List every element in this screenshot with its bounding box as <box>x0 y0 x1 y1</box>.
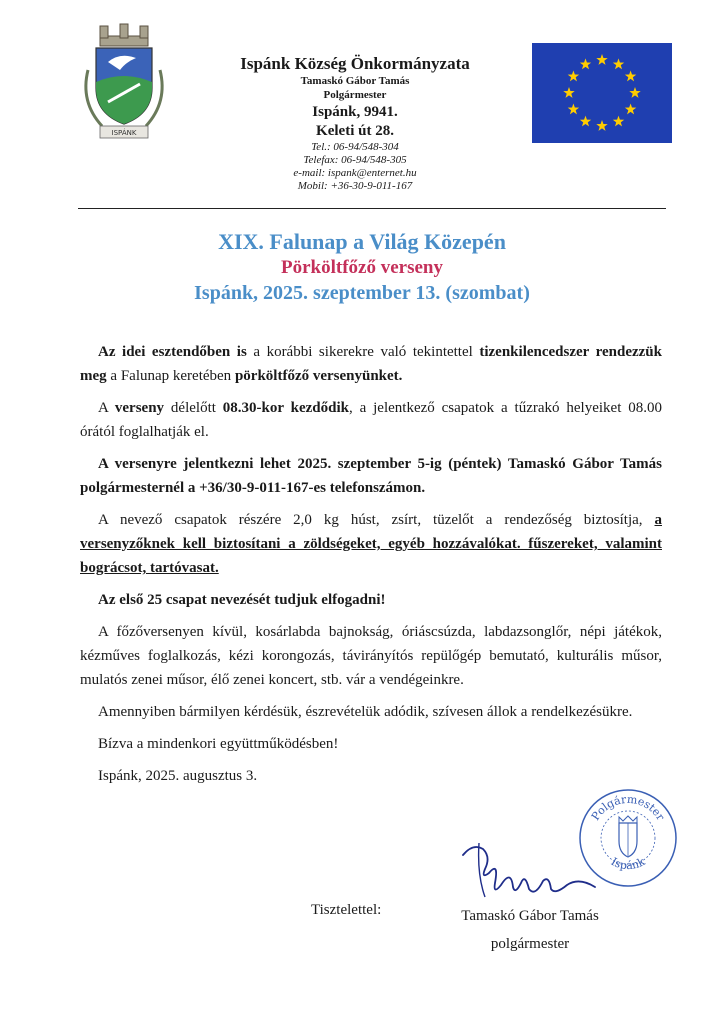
svg-text:Ispánk: Ispánk <box>608 855 648 873</box>
svg-text:ISPÁNK: ISPÁNK <box>111 129 137 137</box>
letterhead <box>205 54 505 193</box>
city-line: Ispánk, 9941. <box>312 104 398 120</box>
svg-text:Polgármester: Polgármester <box>588 792 668 823</box>
email-line: e-mail: ispank@enternet.hu <box>293 167 417 179</box>
signatory <box>450 902 610 958</box>
contest-title: Pörköltfőző verseny <box>281 257 443 278</box>
letter-body <box>80 340 662 796</box>
mobile-line: Mobil: +36-30-9-011-167 <box>297 180 413 192</box>
signatory-role: polgármester <box>490 936 570 952</box>
paragraph-start-time: A verseny délelőtt 08.30-kor kezdődik, a jelentkező csapatok a tűzrakó helyeiket 08.00 órától foglalhatják el. <box>80 400 662 440</box>
title-block <box>0 228 724 306</box>
paragraph-supplies: A nevező csapatok részére 2,0 kg húst, zsírt, tüzelőt a rendezőség biztosítja, a versenyzőknek kell biztosítani a zöldségeket, egyéb hozzávalókat. fűszereket, valamint bográcsot, tartóvasat. <box>80 512 662 576</box>
org-name: Ispánk Község Önkormányzata <box>240 54 470 73</box>
paragraph-registration: A versenyre jelentkezni lehet 2025. szeptember 5-ig (péntek) Tamaskó Gábor Tamás polgármesternél a +36/30-9-011-167-es telefonszámon. <box>80 456 662 496</box>
mayor-name: Tamaskó Gábor Tamás <box>300 75 410 87</box>
tel-line: Tel.: 06-94/548-304 <box>311 141 399 153</box>
event-title: XIX. Falunap a Világ Közepén <box>218 229 506 254</box>
eu-flag-icon <box>532 43 672 143</box>
paragraph-questions: Amennyiben bármilyen kérdésük, észrevételük adódik, szívesen állok a rendelkezésükre. <box>98 704 633 720</box>
paragraph-programs: A főzőversenyen kívül, kosárlabda bajnokság, óriáscsúzda, labdazsonglőr, népi játékok, kézműves foglalkozás, kézi korongozás, távirányítós repülőgép bemutató, kulturális műsor, mulatós zenei műsor, élő zenei koncert, stb. vár a vendégeinkre. <box>80 624 662 688</box>
closing-salutation: Tisztelettel: <box>311 902 382 918</box>
header-divider <box>78 208 666 209</box>
coat-of-arms-icon <box>78 22 170 144</box>
street-line: Keleti út 28. <box>316 123 394 139</box>
event-date: Ispánk, 2025. szeptember 13. (szombat) <box>194 282 530 304</box>
handwritten-signature-icon <box>455 835 605 900</box>
paragraph-team-limit: Az első 25 csapat nevezését tudjuk elfogadni! <box>98 592 386 608</box>
mayor-role: Polgármester <box>323 89 387 101</box>
paragraph-cooperation: Bízva a mindenkori együttműködésben! <box>98 736 339 752</box>
paragraph-date: Ispánk, 2025. augusztus 3. <box>98 768 258 784</box>
signatory-name: Tamaskó Gábor Tamás <box>461 908 599 924</box>
paragraph-intro: Az idei esztendőben is a korábbi sikerekre való tekintettel tizenkilencedszer rendezzük meg a Falunap keretében pörköltfőző versenyünket. <box>80 344 662 384</box>
fax-line: Telefax: 06-94/548-305 <box>303 154 407 166</box>
